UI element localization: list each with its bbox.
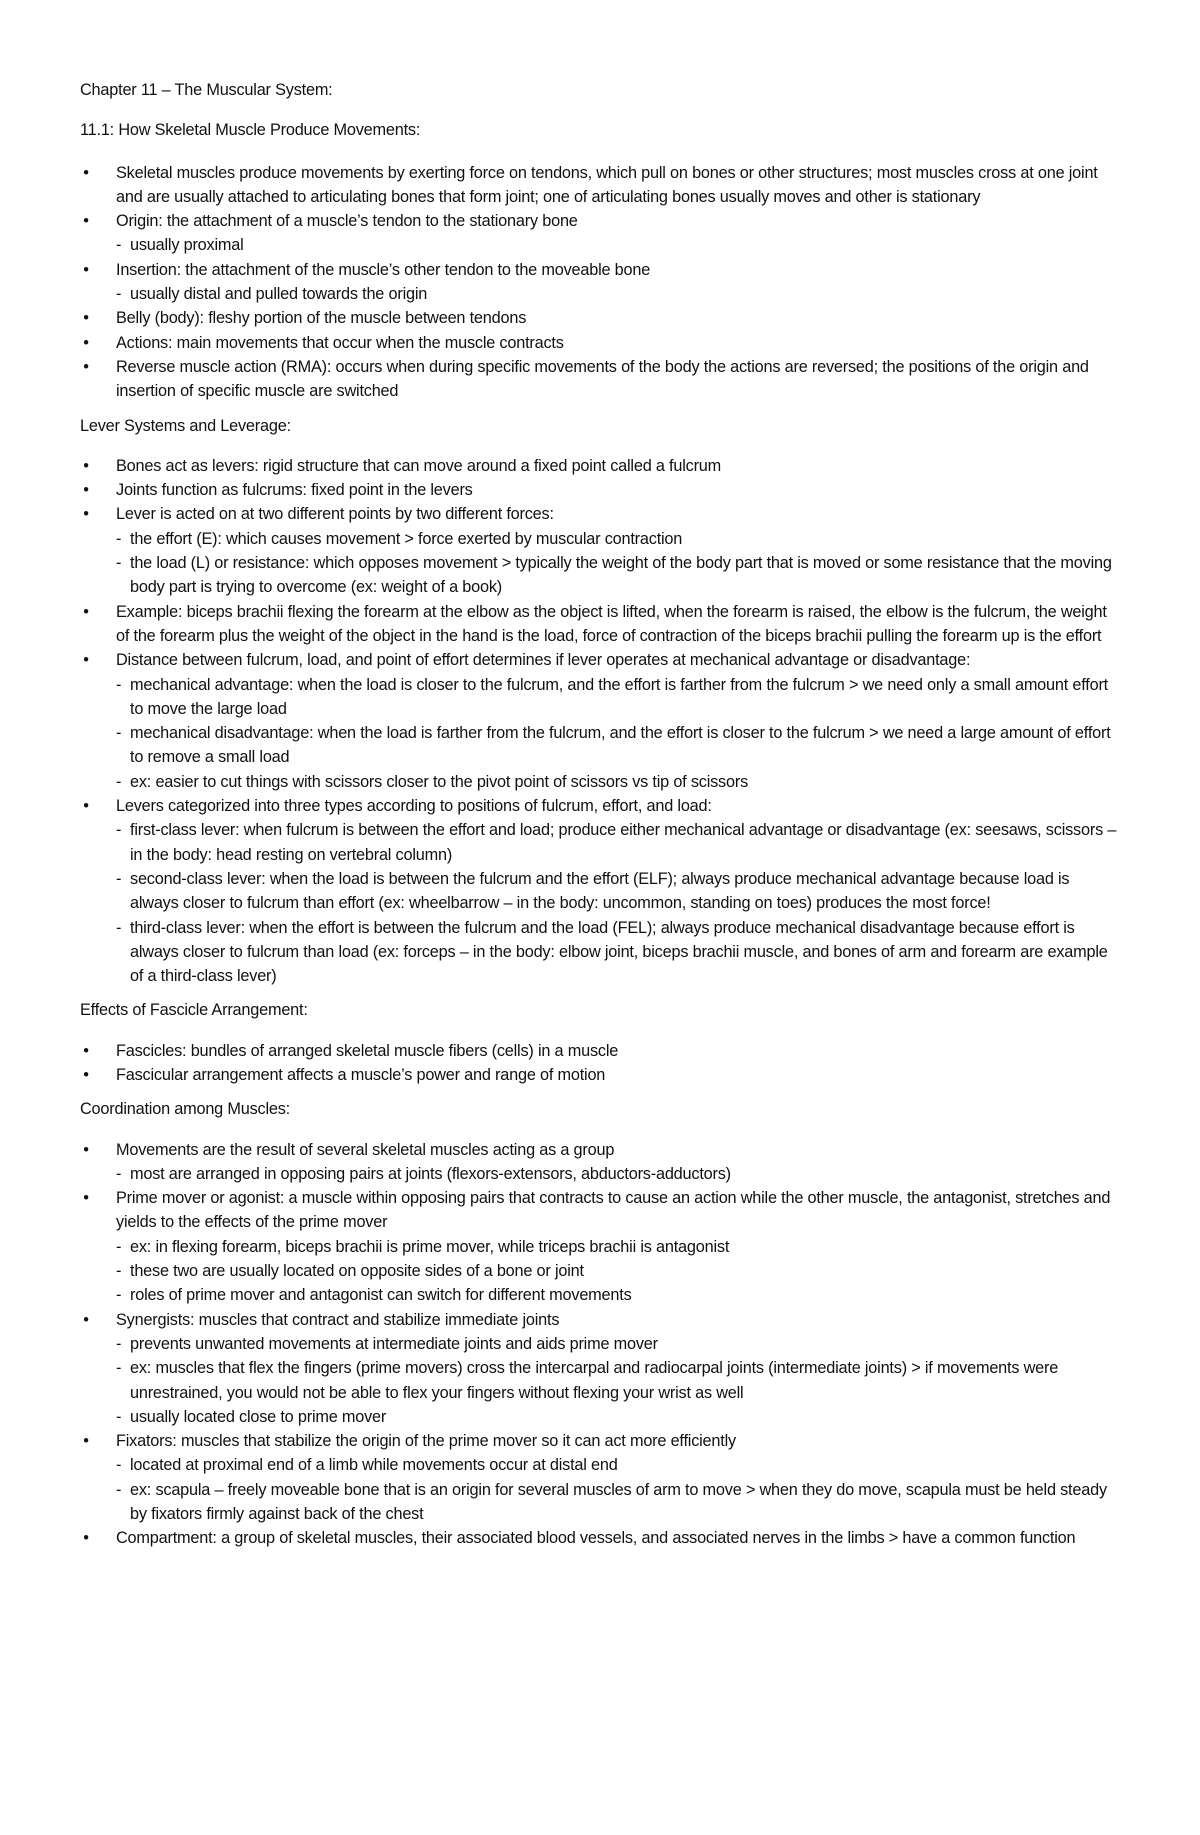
sub-point-text: ex: easier to cut things with scissors closer to the pivot point of scissors vs tip of scissors	[130, 772, 749, 791]
bullet-icon: •	[83, 505, 89, 524]
sub-point-list	[116, 1235, 1120, 1308]
dash-marker: -	[116, 285, 122, 304]
bullet-icon: •	[83, 309, 89, 328]
sub-point	[116, 1478, 1120, 1527]
dash-marker: -	[116, 554, 122, 573]
sub-point	[116, 1405, 1120, 1429]
sub-point-list	[116, 818, 1120, 988]
bullet-icon: •	[83, 1041, 89, 1060]
sub-point	[116, 233, 1120, 257]
bullet-text: Lever is acted on at two different points by two different forces:	[116, 505, 554, 524]
dash-marker: -	[116, 529, 122, 548]
dash-marker: -	[116, 1456, 122, 1475]
sub-point-text: most are arranged in opposing pairs at joints (flexors-extensors, abductors-adductors)	[130, 1164, 731, 1183]
bullet-item	[80, 355, 1120, 404]
bullet-icon: •	[83, 651, 89, 670]
sub-point	[116, 1235, 1120, 1259]
sub-point	[116, 721, 1120, 770]
bullet-item	[80, 209, 1120, 258]
sub-point-text: usually proximal	[130, 236, 244, 255]
bullet-icon: •	[83, 333, 89, 352]
bullet-text: Actions: main movements that occur when the muscle contracts	[116, 333, 564, 352]
sub-point-text: ex: muscles that flex the fingers (prime movers) cross the intercarpal and radiocarpal joints (intermediate joints) > if movements were unrestrained, you would not be able to flex your fingers without flexing your wrist as well	[130, 1359, 1059, 1402]
bullet-text: Origin: the attachment of a muscle’s tendon to the stationary bone	[116, 212, 578, 231]
sub-point	[116, 1283, 1120, 1307]
bullet-item	[80, 648, 1120, 794]
intro-bullet-list	[80, 161, 1120, 404]
coordination-section-title: Coordination among Muscles:	[80, 1100, 290, 1119]
bullet-item	[80, 600, 1120, 649]
bullet-icon: •	[83, 1189, 89, 1208]
sub-point	[116, 551, 1120, 600]
bullet-icon: •	[83, 357, 89, 376]
sub-point	[116, 770, 1120, 794]
bullet-item	[80, 1039, 1120, 1063]
bullet-item	[80, 1063, 1120, 1087]
sub-point-text: mechanical disadvantage: when the load is farther from the fulcrum, and the effort is closer to the fulcrum > we need a large amount of effort to remove a small load	[130, 724, 1111, 767]
bullet-text: Prime mover or agonist: a muscle within opposing pairs that contracts to cause an action while the other muscle, the antagonist, stretches and yields to the effects of the prime mover	[116, 1189, 1111, 1232]
sub-point-text: usually distal and pulled towards the origin	[130, 285, 428, 304]
sub-point	[116, 1356, 1120, 1405]
dash-marker: -	[116, 1286, 122, 1305]
bullet-item	[80, 502, 1120, 599]
sub-point	[116, 1162, 1120, 1186]
section-title: 11.1: How Skeletal Muscle Produce Movements:	[80, 121, 421, 140]
dash-marker: -	[116, 1334, 122, 1353]
lever-section-title: Lever Systems and Leverage:	[80, 416, 291, 435]
bullet-icon: •	[83, 212, 89, 231]
sub-point	[116, 818, 1120, 867]
sub-point-list	[116, 282, 1120, 306]
bullet-item	[80, 331, 1120, 355]
sub-point-list	[116, 527, 1120, 600]
coordination-bullet-list	[80, 1138, 1120, 1551]
sub-point	[116, 282, 1120, 306]
dash-marker: -	[116, 1262, 122, 1281]
dash-marker: -	[116, 1237, 122, 1256]
bullet-item	[80, 478, 1120, 502]
bullet-item	[80, 306, 1120, 330]
lever-bullet-list	[80, 454, 1120, 989]
sub-point-text: usually located close to prime mover	[130, 1407, 387, 1426]
dash-marker: -	[116, 1407, 122, 1426]
document-page	[80, 78, 1120, 1551]
dash-marker: -	[116, 1164, 122, 1183]
bullet-text: Skeletal muscles produce movements by exerting force on tendons, which pull on bones or other structures; most muscles cross at one joint and are usually attached to articulating bones that form joint; one of articulating bones usually moves and other is stationary	[116, 163, 1098, 206]
sub-point-list	[116, 1162, 1120, 1186]
dash-marker: -	[116, 1480, 122, 1499]
bullet-icon: •	[83, 797, 89, 816]
bullet-text: Fascicles: bundles of arranged skeletal muscle fibers (cells) in a muscle	[116, 1041, 619, 1060]
dash-marker: -	[116, 918, 122, 937]
bullet-item	[80, 794, 1120, 988]
bullet-item	[80, 1186, 1120, 1307]
bullet-icon: •	[83, 163, 89, 182]
bullet-text: Joints function as fulcrums: fixed point in the levers	[116, 481, 473, 500]
sub-point	[116, 673, 1120, 722]
sub-point	[116, 867, 1120, 916]
bullet-text: Distance between fulcrum, load, and point of effort determines if lever operates at mechanical advantage or disadvantage:	[116, 651, 971, 670]
sub-point	[116, 527, 1120, 551]
sub-point-text: second-class lever: when the load is between the fulcrum and the effort (ELF); always produce mechanical advantage because load is always closer to fulcrum than effort (ex: wheelbarrow – in the body: uncommon, standing on toes) produces the most force!	[130, 869, 1070, 913]
bullet-text: Bones act as levers: rigid structure that can move around a fixed point called a fulcrum	[116, 456, 722, 475]
sub-point-text: first-class lever: when fulcrum is between the effort and load; produce either mechanical advantage or disadvantage (ex: seesaws, scissors – in the body: head resting on vertebral column)	[130, 821, 1117, 864]
dash-marker: -	[116, 821, 122, 840]
dash-marker: -	[116, 236, 122, 255]
bullet-item	[80, 1138, 1120, 1187]
fascicle-bullet-list	[80, 1039, 1120, 1088]
bullet-text: Compartment: a group of skeletal muscles, their associated blood vessels, and associated nerves in the limbs > have a common function	[116, 1529, 1076, 1548]
sub-point	[116, 1453, 1120, 1477]
bullet-text: Reverse muscle action (RMA): occurs when during specific movements of the body the actions are reversed; the positions of the origin and insertion of specific muscle are switched	[116, 357, 1089, 401]
bullet-icon: •	[83, 1432, 89, 1451]
bullet-icon: •	[83, 1529, 89, 1548]
bullet-text: Fixators: muscles that stabilize the origin of the prime mover so it can act more efficiently	[116, 1432, 736, 1451]
bullet-icon: •	[83, 260, 89, 279]
bullet-icon: •	[83, 1065, 89, 1084]
bullet-item	[80, 258, 1120, 307]
bullet-icon: •	[83, 481, 89, 500]
sub-point-list	[116, 673, 1120, 794]
sub-point-text: ex: in flexing forearm, biceps brachii is prime mover, while triceps brachii is antagonist	[130, 1237, 730, 1256]
bullet-text: Example: biceps brachii flexing the forearm at the elbow as the object is lifted, when the forearm is raised, the elbow is the fulcrum, the weight of the forearm plus the weight of the object in the hand is the load, force of contraction of the biceps brachii pulling the forearm up is the effort	[116, 602, 1107, 645]
sub-point-list	[116, 1453, 1120, 1526]
bullet-text: Levers categorized into three types according to positions of fulcrum, effort, and load:	[116, 797, 712, 816]
sub-point-list	[116, 1332, 1120, 1429]
dash-marker: -	[116, 1359, 122, 1378]
bullet-text: Belly (body): fleshy portion of the muscle between tendons	[116, 309, 527, 328]
sub-point-text: prevents unwanted movements at intermediate joints and aids prime mover	[130, 1334, 658, 1353]
dash-marker: -	[116, 724, 122, 743]
bullet-icon: •	[83, 456, 89, 475]
bullet-icon: •	[83, 1310, 89, 1329]
bullet-text: Synergists: muscles that contract and stabilize immediate joints	[116, 1310, 560, 1329]
sub-point-text: ex: scapula – freely moveable bone that is an origin for several muscles of arm to move > when they do move, scapula must be held steady by fixators firmly against back of the chest	[130, 1480, 1107, 1524]
bullet-text: Movements are the result of several skeletal muscles acting as a group	[116, 1140, 615, 1159]
sub-point-text: these two are usually located on opposite sides of a bone or joint	[130, 1262, 584, 1281]
bullet-item	[80, 1308, 1120, 1429]
sub-point-text: the load (L) or resistance: which opposes movement > typically the weight of the body part that is moved or some resistance that the moving body part is trying to overcome (ex: weight of a book)	[130, 554, 1112, 597]
chapter-title: Chapter 11 – The Muscular System:	[80, 81, 333, 99]
bullet-item	[80, 1526, 1120, 1550]
dash-marker: -	[116, 869, 122, 888]
dash-marker: -	[116, 772, 122, 791]
sub-point	[116, 1332, 1120, 1356]
sub-point-text: third-class lever: when the effort is between the fulcrum and the load (FEL); always produce mechanical disadvantage because effort is always closer to fulcrum than load (ex: forceps – in the body: elbow joint, biceps brachii muscle, and bones of arm and forearm are example of a third-class lever)	[130, 918, 1108, 986]
sub-point-text: located at proximal end of a limb while movements occur at distal end	[130, 1456, 618, 1475]
bullet-item	[80, 1429, 1120, 1526]
sub-point-text: mechanical advantage: when the load is closer to the fulcrum, and the effort is farther from the fulcrum > we need only a small amount effort to move the large load	[130, 675, 1109, 718]
bullet-icon: •	[83, 1140, 89, 1159]
sub-point	[116, 916, 1120, 989]
sub-point-list	[116, 233, 1120, 257]
bullet-text: Insertion: the attachment of the muscle’s other tendon to the moveable bone	[116, 260, 651, 279]
bullet-item	[80, 161, 1120, 210]
dash-marker: -	[116, 675, 122, 694]
sub-point	[116, 1259, 1120, 1283]
sub-point-text: the effort (E): which causes movement > force exerted by muscular contraction	[130, 529, 683, 548]
fascicle-section-title: Effects of Fascicle Arrangement:	[80, 1001, 308, 1020]
sub-point-text: roles of prime mover and antagonist can switch for different movements	[130, 1286, 632, 1305]
bullet-text: Fascicular arrangement affects a muscle’s power and range of motion	[116, 1065, 606, 1084]
bullet-icon: •	[83, 602, 89, 621]
bullet-item	[80, 454, 1120, 478]
